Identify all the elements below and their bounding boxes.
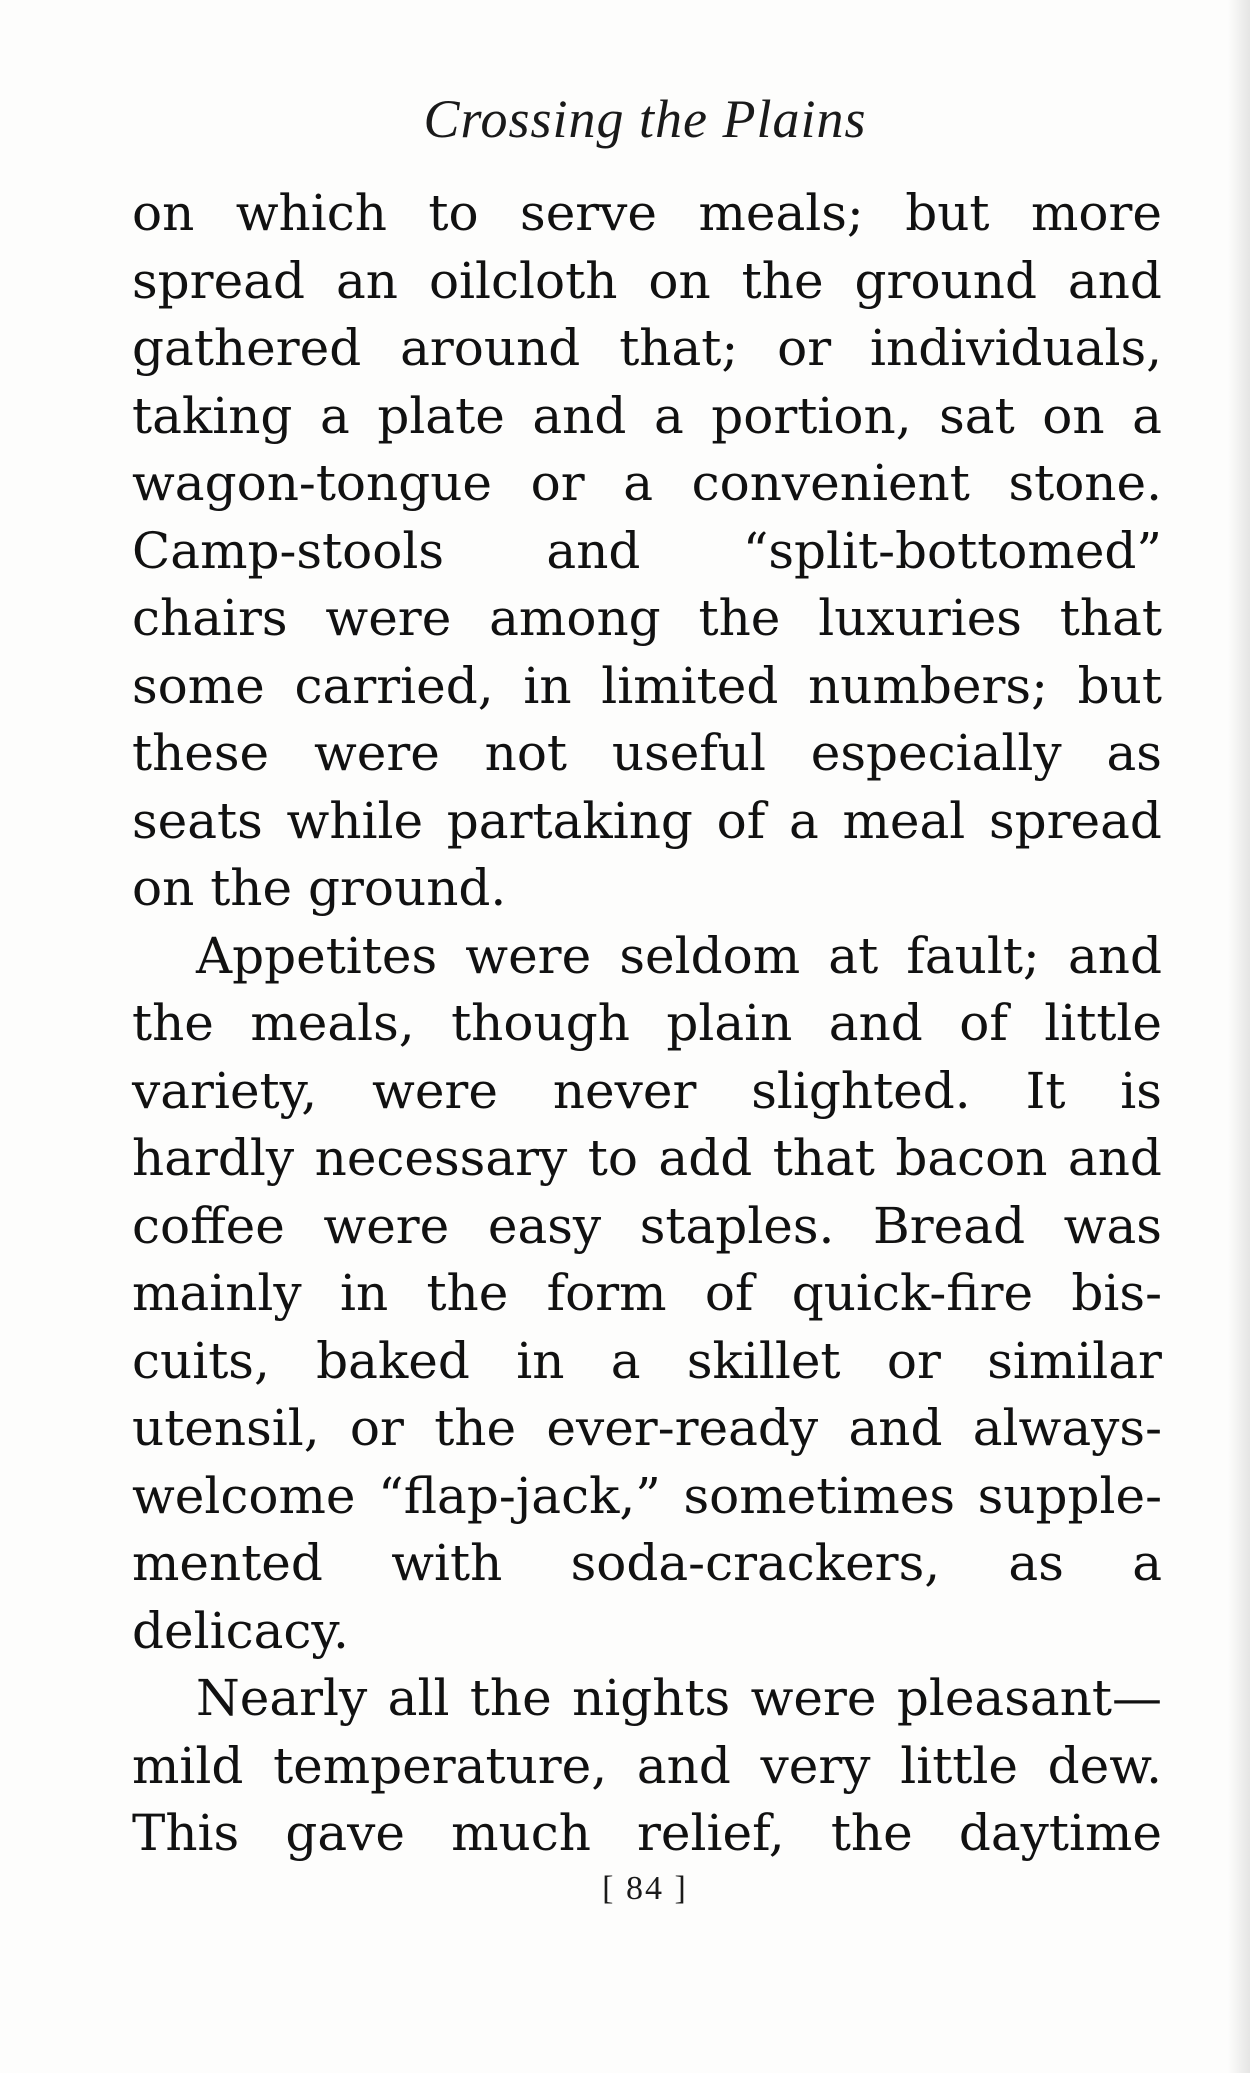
word: form <box>546 1264 667 1322</box>
running-head: Crossing the Plains <box>423 89 867 149</box>
text-line <box>132 1733 1162 1801</box>
word: fault; <box>906 926 1040 985</box>
word: spread <box>132 251 305 310</box>
word: supple- <box>977 1466 1162 1525</box>
text-line <box>132 1125 1162 1193</box>
word: bacon <box>895 1129 1048 1187</box>
word: as <box>1008 1534 1064 1592</box>
page-number: [ 84 ] <box>602 1870 688 1907</box>
text-line <box>132 518 1162 586</box>
word: the <box>434 1399 517 1457</box>
word: baked <box>316 1331 470 1390</box>
word: bis- <box>1071 1264 1162 1322</box>
word: of <box>959 994 1008 1052</box>
text-line <box>132 788 1162 856</box>
word: and <box>1067 1129 1162 1187</box>
word: Appetites <box>196 926 438 985</box>
word: temperature, <box>273 1736 608 1795</box>
word: mainly <box>132 1264 302 1322</box>
word: or <box>530 454 585 512</box>
word: similar <box>987 1331 1162 1390</box>
word: convenient <box>691 454 970 512</box>
word: in <box>339 1264 389 1322</box>
word: and <box>1067 251 1162 310</box>
word: but <box>905 184 990 242</box>
word: meals, <box>250 994 415 1052</box>
word: was <box>1063 1196 1162 1255</box>
word: wagon-tongue <box>132 454 493 512</box>
word: of <box>716 791 766 850</box>
word: among <box>489 589 661 647</box>
word: sat <box>939 386 1015 445</box>
text-line: on the ground. <box>132 859 507 917</box>
word: spread <box>988 791 1162 850</box>
word: limited <box>601 656 779 715</box>
text-line <box>132 1193 1162 1261</box>
word: hardly <box>132 1129 295 1187</box>
word: nights <box>572 1669 731 1727</box>
word: that <box>772 1129 875 1187</box>
word: on <box>648 251 711 310</box>
text-line <box>132 923 1162 991</box>
text-line <box>132 248 1162 316</box>
word: utensil, <box>132 1399 320 1457</box>
word: with <box>391 1534 503 1592</box>
word: and <box>636 1736 731 1795</box>
word: a <box>1132 1534 1162 1592</box>
word: gathered <box>132 319 362 377</box>
word: the <box>469 1669 552 1727</box>
word: or <box>349 1399 404 1457</box>
text-line <box>132 383 1162 451</box>
word: the <box>426 1264 509 1322</box>
word: especially <box>810 724 1062 782</box>
word: around <box>400 319 581 377</box>
word: welcome <box>132 1466 356 1525</box>
word: never <box>552 1061 697 1120</box>
word: It <box>1025 1061 1066 1120</box>
word: were <box>750 1669 877 1727</box>
word: of <box>704 1264 754 1322</box>
word: luxuries <box>818 589 1022 647</box>
word: while <box>286 791 424 850</box>
word: individuals, <box>870 319 1162 377</box>
word: ever-ready <box>546 1399 819 1457</box>
word: ground <box>854 251 1037 310</box>
word: pleasant— <box>896 1669 1162 1727</box>
text-line: delicacy. <box>132 1601 349 1660</box>
paragraph-3 <box>132 1665 1162 1868</box>
word: and <box>546 521 641 580</box>
word: partaking <box>446 791 693 850</box>
text-line <box>132 1260 1162 1328</box>
word: much <box>451 1804 591 1862</box>
text-line <box>132 1395 1162 1463</box>
paragraph-1 <box>132 180 1162 923</box>
word: skillet <box>686 1331 841 1390</box>
word: portion, <box>711 386 912 445</box>
word: and <box>1067 926 1162 985</box>
word: to <box>587 1129 638 1187</box>
word: a <box>319 386 350 445</box>
word: on <box>132 184 195 242</box>
word: serve <box>520 184 658 242</box>
word: though <box>451 994 630 1052</box>
text-line <box>132 585 1162 653</box>
word: as <box>1106 724 1162 782</box>
word: mild <box>132 1736 244 1795</box>
word: a <box>788 791 819 850</box>
word: always- <box>972 1399 1162 1457</box>
word: Nearly <box>196 1669 368 1727</box>
word: a <box>610 1331 641 1390</box>
word: to <box>428 184 479 242</box>
word: little <box>900 1736 1018 1795</box>
paragraph-2 <box>132 923 1162 1666</box>
body-text <box>132 180 1162 1868</box>
word: but <box>1077 656 1162 715</box>
word: and <box>532 386 627 445</box>
text-line <box>132 1530 1162 1598</box>
text-line <box>132 720 1162 788</box>
text-line <box>132 1665 1162 1733</box>
word: not <box>484 724 568 782</box>
word: is <box>1120 1061 1162 1120</box>
word: very <box>760 1736 871 1795</box>
text-line <box>132 1463 1162 1531</box>
word: these <box>132 724 270 782</box>
word: at <box>828 926 879 985</box>
word: staples. <box>639 1196 835 1255</box>
word: sometimes <box>683 1466 955 1525</box>
word: plate <box>377 386 505 445</box>
word: This <box>132 1804 240 1862</box>
word: that <box>1059 589 1162 647</box>
word: that; <box>619 319 739 377</box>
word: “flap-jack,” <box>378 1466 661 1525</box>
word: mented <box>132 1534 323 1592</box>
word: meal <box>842 791 966 850</box>
word: variety, <box>132 1061 318 1120</box>
text-line <box>132 450 1162 518</box>
word: in <box>523 656 572 715</box>
word: on <box>1042 386 1105 445</box>
text-line <box>132 653 1162 721</box>
text-line <box>132 180 1162 248</box>
word: chairs <box>132 589 288 647</box>
word: daytime <box>958 1804 1162 1862</box>
word: more <box>1030 184 1162 242</box>
word: and <box>848 1399 943 1457</box>
word: oilcloth <box>428 251 618 310</box>
word: were <box>313 724 440 782</box>
scan-edge <box>1228 0 1250 2073</box>
word: meals; <box>698 184 864 242</box>
word: the <box>698 589 781 647</box>
text-line <box>132 1058 1162 1126</box>
word: necessary <box>314 1129 568 1187</box>
text-line <box>132 1800 1162 1868</box>
word: all <box>387 1669 450 1727</box>
word: slighted. <box>751 1061 971 1120</box>
word: the <box>830 1804 913 1862</box>
text-line <box>132 315 1162 383</box>
word: the <box>741 251 824 310</box>
word: the <box>132 994 214 1052</box>
word: were <box>323 1196 450 1255</box>
word: seldom <box>619 926 801 985</box>
word: seats <box>132 791 263 850</box>
word: relief, <box>637 1804 785 1862</box>
word: carried, <box>294 656 494 715</box>
word: an <box>335 251 398 310</box>
text-line <box>132 990 1162 1058</box>
word: were <box>372 1061 498 1120</box>
word: little <box>1044 994 1162 1052</box>
word: coffee <box>132 1196 285 1255</box>
word: and <box>828 994 923 1052</box>
word: a <box>623 454 654 512</box>
word: some <box>132 656 265 715</box>
word: add <box>658 1129 753 1187</box>
text-line <box>132 1328 1162 1396</box>
word: useful <box>611 724 766 782</box>
word: Camp-stools <box>132 521 444 580</box>
word: a <box>653 386 684 445</box>
word: easy <box>487 1196 602 1255</box>
word: or <box>777 319 832 377</box>
word: Bread <box>873 1196 1026 1255</box>
word: in <box>516 1331 565 1390</box>
word: were <box>325 589 452 647</box>
word: taking <box>132 386 293 445</box>
word: were <box>465 926 592 985</box>
word: “split-bottomed” <box>742 521 1162 580</box>
word: dew. <box>1047 1736 1162 1795</box>
word: gave <box>285 1804 405 1862</box>
word: stone. <box>1008 454 1162 512</box>
word: quick-fire <box>791 1264 1034 1322</box>
word: cuits, <box>132 1331 270 1390</box>
word: or <box>886 1331 941 1390</box>
word: which <box>235 184 387 242</box>
word: plain <box>666 994 793 1052</box>
word: a <box>1132 386 1162 445</box>
word: soda-crackers, <box>570 1534 941 1592</box>
word: numbers; <box>808 656 1048 715</box>
